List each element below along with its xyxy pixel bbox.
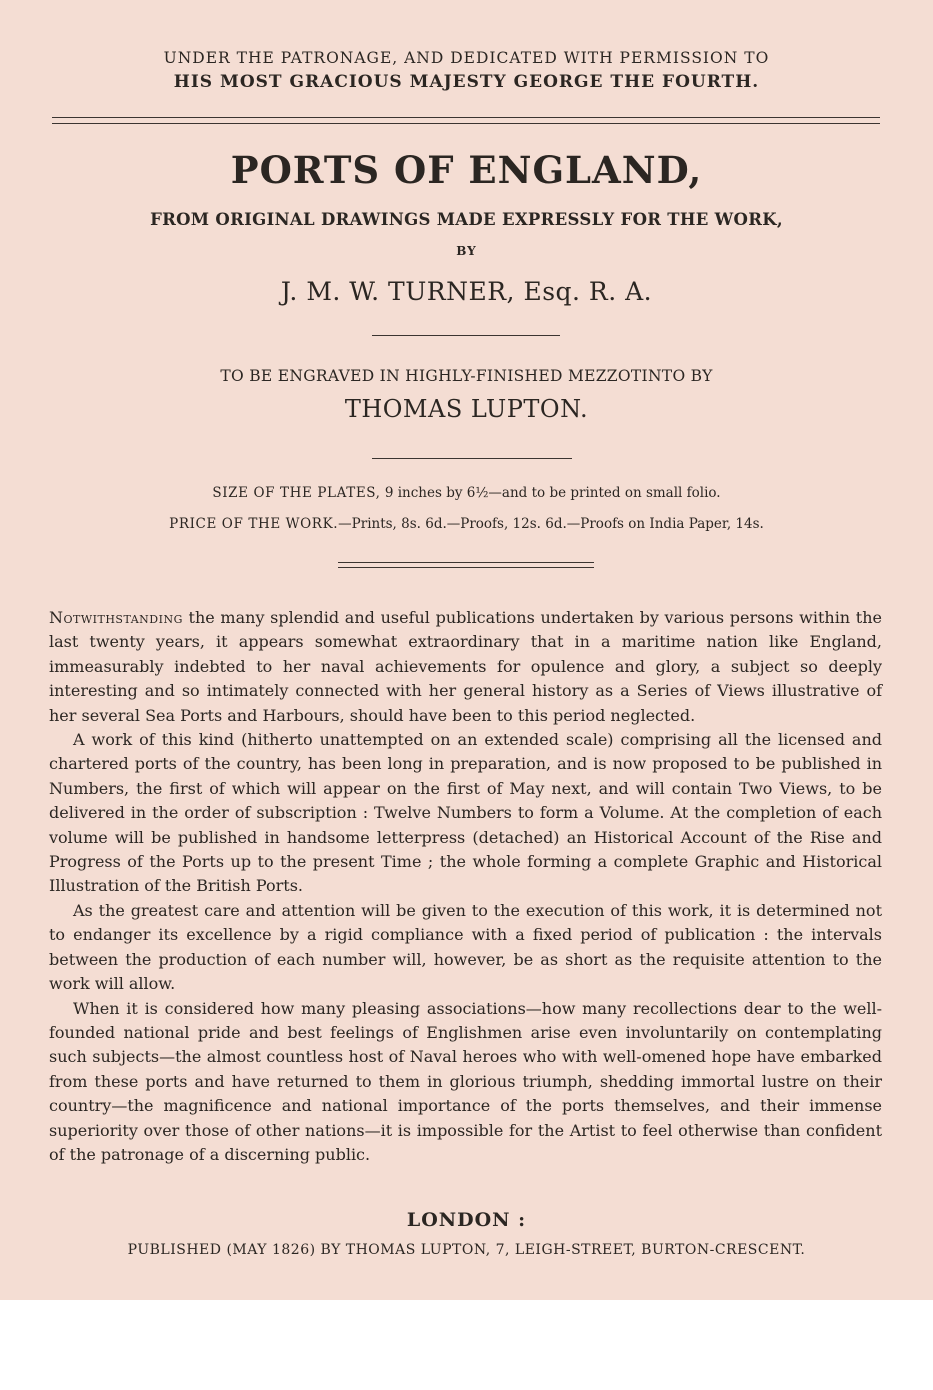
plate-size-value: 9 inches by 6½—and to be printed on small folio.: [384, 485, 721, 501]
double-rule-middle: [338, 562, 594, 568]
paragraph-1-lead: Notwithstanding: [49, 608, 183, 627]
patronage-dedication: [40, 46, 893, 94]
paragraph-1: [49, 606, 882, 728]
patronage-line-2: HIS MOST GRACIOUS MAJESTY GEORGE THE FOURTH.: [173, 72, 760, 92]
prospectus-body: [49, 606, 882, 1167]
page-subtitle: FROM ORIGINAL DRAWINGS MADE EXPRESSLY FOR THE WORK,: [150, 210, 783, 229]
short-rule-1: [372, 335, 560, 336]
paragraph-4: When it is considered how many pleasing associations—how many recollections dear to the well-founded national pride and best feelings of Englishmen arise even involuntarily on contemplating such subjects—the almost countless host of Naval heroes who with well-omened hope have embarked from these ports and have returned to them in glorious triumph, shedding immortal lustre on their country—the magnificence and national importance of the ports themselves, and their immense superiority over those of other nations—it is impossible for the Artist to feel otherwise than confident of the patronage of a discerning public.: [49, 998, 882, 1164]
paragraph-3: As the greatest care and attention will be given to the execution of this work, it is determined not to endanger its excellence by a rigid compliance with a fixed period of publication : the intervals between the production of each number will, however, be as short as the requisite attention to the work will allow.: [49, 900, 882, 994]
engraver-name: THOMAS LUPTON.: [344, 395, 589, 423]
plate-size-label: SIZE OF THE PLATES,: [212, 485, 381, 501]
paragraph-2: A work of this kind (hitherto unattempted on an extended scale) comprising all the licensed and chartered ports of the country, has been long in preparation, and is now proposed to be published in Numbers, the first of which will appear on the first of May next, and will contain Two Views, to be delivered in the order of subscription : Twelve Numbers to form a Volume. At the completion of each volume will be published in handsome letterpress (detached) an Historical Account of the Rise and Progress of the Ports up to the present Time ; the whole forming a complete Graphic and Historical Illustration of the British Ports.: [49, 730, 882, 896]
engraving-line: TO BE ENGRAVED IN HIGHLY-FINISHED MEZZOTINTO BY: [220, 367, 713, 385]
imprint-city: LONDON :: [406, 1209, 527, 1231]
price-line: [20, 516, 913, 532]
double-rule-top: [52, 117, 880, 124]
by-label: BY: [456, 244, 477, 258]
price-value: —Prints, 8s. 6d.—Proofs, 12s. 6d.—Proofs on India Paper, 14s.: [338, 516, 764, 532]
plate-size-line: [20, 485, 913, 501]
paragraph-1-text: the many splendid and useful publications undertaken by various persons within the last twenty years, it appears somewhat extraordinary that in a maritime nation like England, immeasurably indebted to her naval achievements for opulence and glory, a subject so deeply interesting and so intimately connected with her general history as a Series of Views illustrative of her several Sea Ports and Harbours, should have been to this period neglected.: [49, 608, 882, 725]
short-rule-2: [372, 458, 572, 459]
imprint-line: PUBLISHED (MAY 1826) BY THOMAS LUPTON, 7, LEIGH-STREET, BURTON-CRESCENT.: [127, 1242, 806, 1258]
patronage-line-1: UNDER THE PATRONAGE, AND DEDICATED WITH PERMISSION TO: [163, 49, 770, 67]
price-label: PRICE OF THE WORK.: [169, 516, 339, 532]
artist-name: J. M. W. TURNER, Esq. R. A.: [280, 277, 653, 306]
page-title: PORTS OF ENGLAND,: [230, 148, 703, 192]
